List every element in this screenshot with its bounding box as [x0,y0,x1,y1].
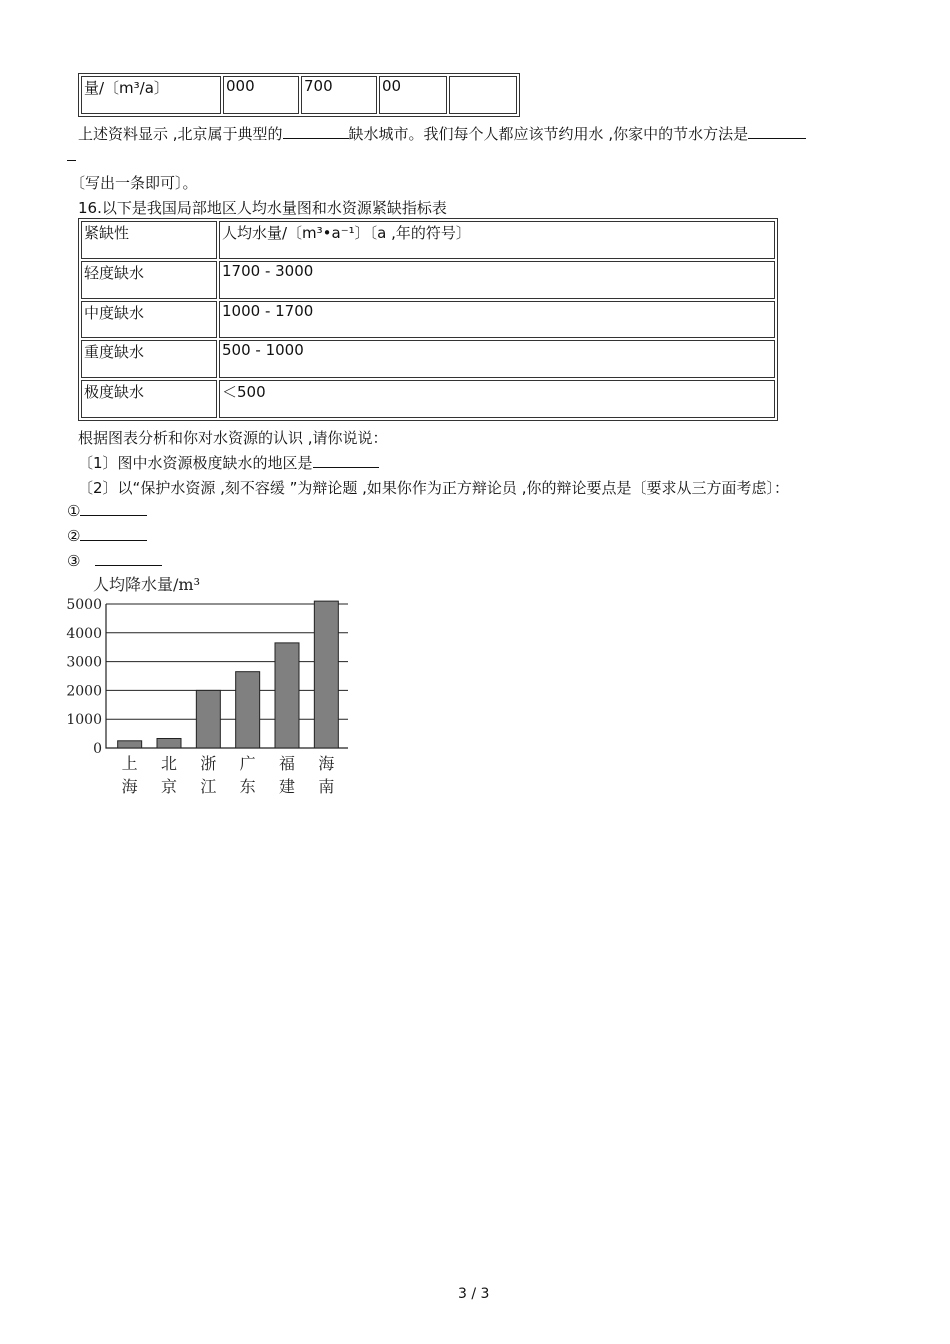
sub-question-text: 〔1〕图中水资源极度缺水的地区是 [78,454,313,472]
table-cell: 1700 - 3000 [219,261,775,299]
answer-blank[interactable] [80,501,147,516]
point-marker: ② [67,527,81,545]
top-table [78,73,520,117]
table-cell: 1000 - 1700 [219,301,775,339]
y-tick-label: 1000 [66,712,102,729]
bar-3 [236,672,260,748]
question-title: 16.以下是我国局部地区人均水量图和水资源紧缺指标表 [78,199,447,217]
para-text: 〔写出一条即可〕。 [70,174,198,192]
y-tick-label: 2000 [66,683,102,700]
point-2 [67,526,147,545]
table-cell: 极度缺水 [81,380,217,418]
table-cell: 中度缺水 [81,301,217,339]
table-row [81,301,775,339]
analysis-intro: 根据图表分析和你对水资源的认识 ,请你说说： [78,429,388,447]
para-text: 缺水城市。我们每个人都应该节约用水 ,你家中的节水方法是 [348,125,749,143]
point-marker: ① [67,502,81,520]
bar-0 [118,741,142,748]
bar-2 [196,690,220,748]
table-row [81,221,775,259]
point-1 [67,501,147,520]
point-marker: ③ [67,552,81,570]
table-row [81,261,775,299]
table-row [81,340,775,378]
table-cell: 700 [301,76,377,114]
x-tick-label: 上海 [121,754,138,796]
answer-blank-continued[interactable] [67,160,76,161]
table-cell: 重度缺水 [81,340,217,378]
sub-question-2: 〔2〕以“保护水资源 ,刻不容缓 ”为辩论题 ,如果你作为正方辩论员 ,你的辩论要点是〔要求从三方面考虑〕： [78,479,789,497]
para-text: 上述资料显示 ,北京属于典型的 [78,125,283,143]
table-cell: 00 [379,76,447,114]
table-header-cell: 人均水量/〔m³•a⁻¹〕〔a ,年的符号〕 [219,221,775,259]
answer-blank[interactable] [748,124,806,139]
table-cell: ＜500 [219,380,775,418]
axis [106,604,348,748]
x-tick-label: 福建 [278,754,296,796]
y-tick-label: 5000 [66,597,102,613]
answer-blank[interactable] [95,551,162,566]
scarcity-table [78,218,778,421]
answer-blank[interactable] [80,526,147,541]
table-cell: 量/〔m³/a〕 [81,76,221,114]
rainfall-bar-chart [60,568,360,808]
answer-blank[interactable] [283,124,349,139]
bar-5 [314,601,338,748]
sub-question-1 [78,452,379,473]
bar-4 [275,643,299,748]
table-cell: 500 - 1000 [219,340,775,378]
y-tick-label: 4000 [66,625,102,642]
y-tick-label: 0 [93,741,102,757]
x-tick-label: 海南 [318,754,335,796]
x-tick-label: 浙江 [200,754,217,796]
x-tick-label: 北京 [160,754,178,796]
bar-1 [157,738,181,748]
table-header-cell: 紧缺性 [81,221,217,259]
table-cell: 000 [223,76,299,114]
page-number: 3 / 3 [458,1286,490,1302]
x-tick-label: 广东 [239,754,256,796]
table-cell [449,76,517,114]
y-tick-label: 3000 [66,654,102,671]
chart-title: 人均降水量/m³ [93,575,200,594]
answer-blank[interactable] [313,453,379,468]
table-row [81,76,517,114]
paragraph-beijing [78,123,806,144]
table-row [81,380,775,418]
table-cell: 轻度缺水 [81,261,217,299]
